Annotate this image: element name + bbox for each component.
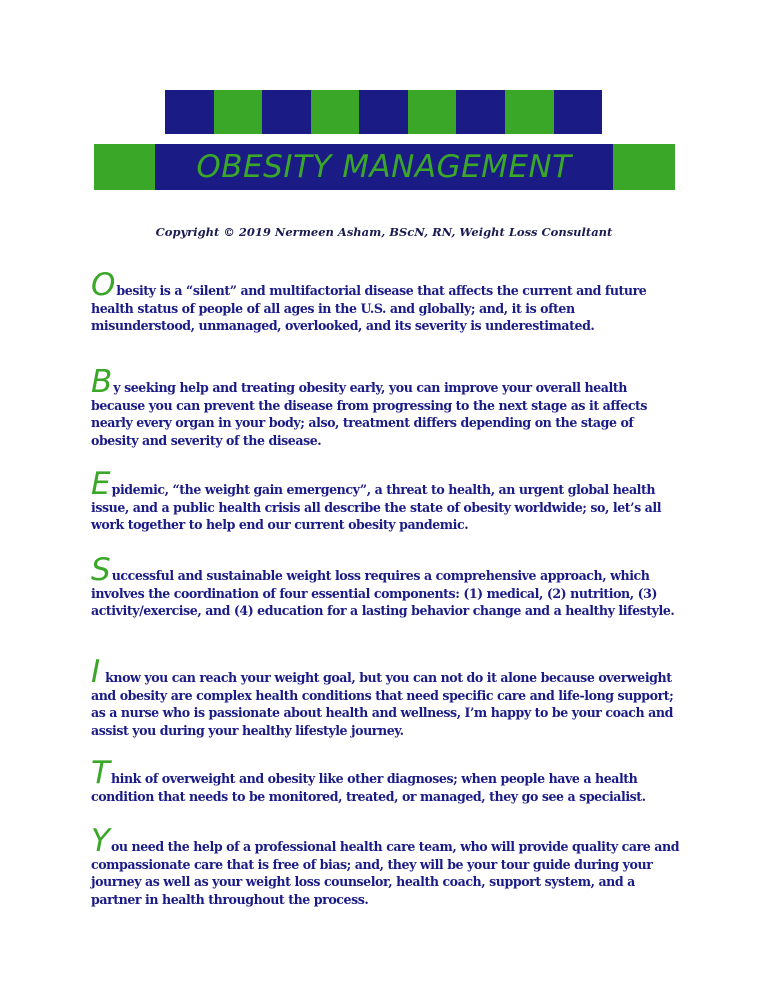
drop-cap: B — [91, 364, 113, 400]
copyright-line: Copyright © 2019 Nermeen Asham, BScN, RN, Weight Loss Consultant — [155, 225, 613, 239]
checker-square-green — [214, 90, 263, 134]
paragraph-epidemic — [91, 466, 681, 534]
paragraph-think — [91, 755, 681, 805]
drop-cap: T — [91, 755, 110, 791]
checker-square-blue — [262, 90, 311, 134]
drop-cap: Y — [91, 823, 110, 859]
paragraph-you-need — [91, 823, 681, 908]
drop-cap: S — [91, 552, 111, 588]
drop-cap: E — [91, 466, 111, 502]
checker-square-green — [408, 90, 457, 134]
drop-cap: O — [91, 267, 116, 303]
title-banner — [155, 144, 613, 190]
checker-square-blue — [359, 90, 408, 134]
paragraph-i-know — [91, 654, 681, 739]
checker-square-blue — [456, 90, 505, 134]
checker-square-green — [505, 90, 554, 134]
paragraph-successful — [91, 552, 681, 620]
paragraph-text: know you can reach your weight goal, but you can not do it alone because overweight and obesity are complex health conditions that need specific care and life-long support; as a nurse who is passionate about health and wellness, I’m happy to be your coach and assist you during your healthy lifestyle journey. — [91, 670, 674, 738]
checker-square-blue — [554, 90, 603, 134]
paragraph-text: pidemic, “the weight gain emergency”, a threat to health, an urgent global health issue, and a public health crisis all describe the state of obesity worldwide; so, let’s all work together to help end our current obesity pandemic. — [91, 482, 662, 533]
checker-square-blue — [165, 90, 214, 134]
paragraph-text: hink of overweight and obesity like other diagnoses; when people have a health condition that needs to be monitored, treated, or managed, they go see a specialist. — [91, 771, 646, 804]
paragraph-by-seeking — [91, 364, 681, 449]
drop-cap: I — [91, 654, 101, 690]
checkered-banner — [165, 90, 602, 134]
paragraph-text: besity is a “silent” and multifactorial disease that affects the current and future health status of people of all ages in the U.S. and globally; and, it is often misunderstood, unmanaged, overlooked, and its severity is underestimated. — [91, 283, 647, 334]
paragraph-text: y seeking help and treating obesity early, you can improve your overall health because you can prevent the disease from progressing to the next stage as it affects nearly every organ in your body; also, treatment differs depending on the stage of obesity and severity of the disease. — [91, 380, 648, 448]
paragraph-text: ou need the help of a professional health care team, who will provide quality care and compassionate care that is free of bias; and, they will be your tour guide during your journey as well as your weight loss counselor, health coach, support system, and a partner in health throughout the process. — [91, 839, 680, 907]
paragraph-obesity — [91, 267, 681, 335]
paragraph-text: uccessful and sustainable weight loss requires a comprehensive approach, which involves the coordination of four essential components: (1) medical, (2) nutrition, (3) activity/exercise, and (4) education for a lasting behavior change and a healthy lifestyle. — [91, 568, 675, 619]
page-title: OBESITY MANAGEMENT — [196, 148, 572, 185]
checker-square-green — [311, 90, 360, 134]
